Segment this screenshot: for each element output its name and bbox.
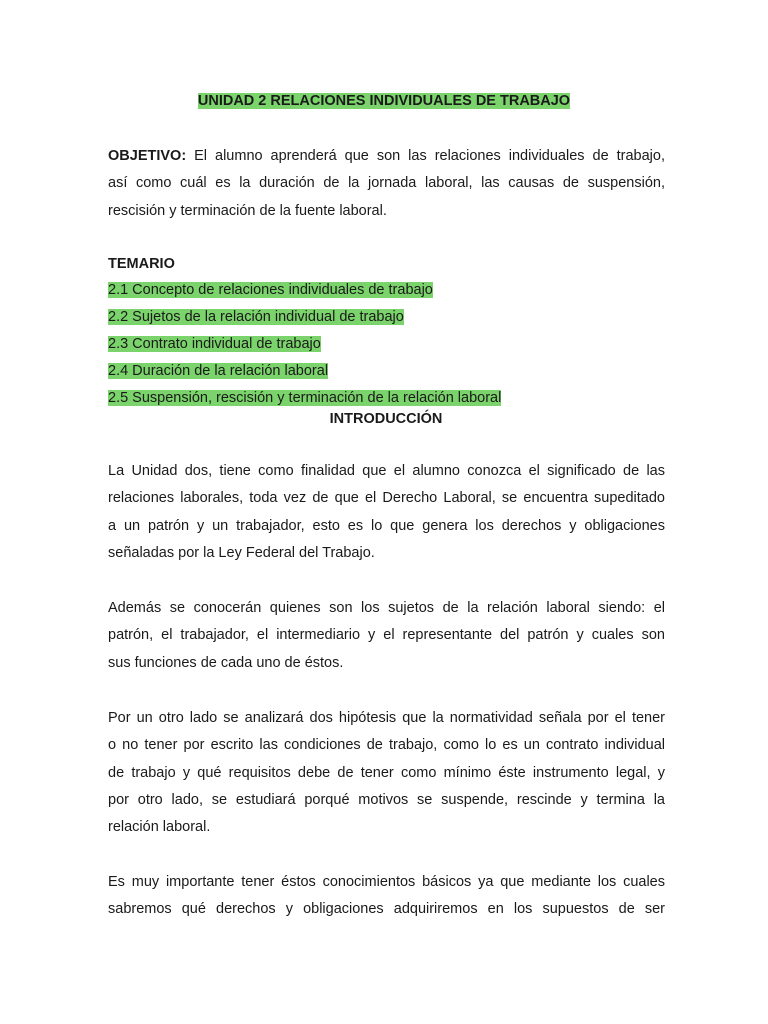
intro-p1-line: relaciones laborales, toda vez de que el Derecho Laboral, se encuentra supeditado (108, 490, 665, 507)
temario-item (108, 281, 433, 299)
intro-paragraph-1 (108, 458, 665, 567)
intro-paragraph-3 (108, 705, 665, 841)
intro-p1-line: señaladas por la Ley Federal del Trabajo. (108, 544, 375, 561)
temario-item-text: 2.3 Contrato individual de trabajo (108, 336, 321, 352)
intro-p1-line: La Unidad dos, tiene como finalidad que el alumno conozca el significado de las (108, 463, 665, 479)
objective-line-2: así como cuál es la duración de la jornada laboral, las causas de suspensión, (108, 175, 665, 192)
intro-p4-line: Es muy importante tener éstos conocimientos básicos ya que mediante los cuales (108, 874, 665, 890)
intro-p3-line: Por un otro lado se analizará dos hipótesis que la normatividad señala por el tener (108, 710, 665, 726)
intro-p3-line: relación laboral. (108, 819, 211, 836)
temario-heading: TEMARIO (108, 256, 175, 272)
temario-item-text: 2.4 Duración de la relación laboral (108, 363, 329, 379)
objective-line-1 (108, 143, 665, 170)
document-title-text: UNIDAD 2 RELACIONES INDIVIDUALES DE TRABAJO (197, 93, 571, 109)
temario-item (108, 362, 328, 380)
intro-p3-line: o no tener por escrito las condiciones de trabajo, como lo es un contrato individual (108, 737, 665, 754)
intro-p3-line: por otro lado, se estudiará porqué motivos se suspende, rescinde y termina la (108, 791, 665, 808)
objective-text-1: El alumno aprenderá que son las relaciones individuales de trabajo, (186, 148, 665, 164)
intro-p4-line: sabremos qué derechos y obligaciones adquiriremos en los supuestos de ser (108, 901, 665, 918)
temario-item (108, 308, 404, 326)
intro-p3-line: de trabajo y qué requisitos debe de tener como mínimo éste instrumento legal, y (108, 764, 665, 781)
intro-paragraph-2 (108, 595, 665, 677)
document-title (0, 91, 768, 111)
introduccion-heading: INTRODUCCIÓN (329, 411, 443, 427)
intro-p2-line: patrón, el trabajador, el intermediario y el representante del patrón y cuales son (108, 627, 665, 644)
objective-label: OBJETIVO: (108, 148, 187, 164)
temario-item-text: 2.2 Sujetos de la relación individual de trabajo (108, 309, 404, 325)
objective-line-3: rescisión y terminación de la fuente laboral. (108, 202, 387, 219)
temario-item-text: 2.1 Concepto de relaciones individuales de trabajo (108, 282, 433, 298)
intro-p2-line: Además se conocerán quienes son los sujetos de la relación laboral siendo: el (108, 600, 665, 616)
temario-item-text: 2.5 Suspensión, rescisión y terminación de la relación laboral (108, 390, 502, 406)
temario-item (108, 389, 501, 407)
intro-paragraph-4 (108, 869, 665, 924)
objective-paragraph (108, 143, 665, 225)
intro-p2-line: sus funciones de cada uno de éstos. (108, 654, 344, 671)
temario-item (108, 335, 321, 353)
intro-p1-line: a un patrón y un trabajador, esto es lo que genera los derechos y obligaciones (108, 517, 665, 534)
